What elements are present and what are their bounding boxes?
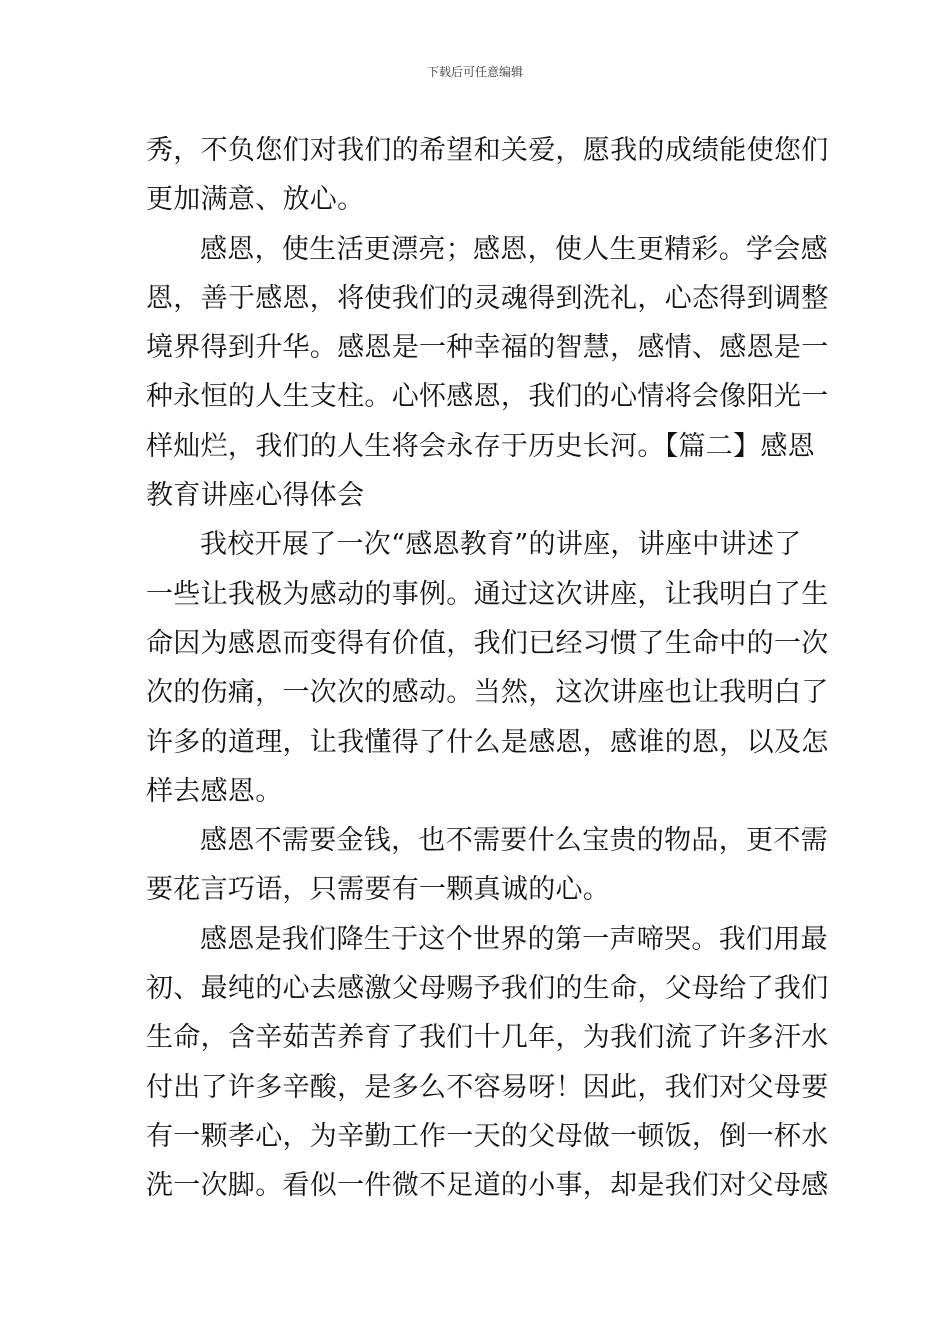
page-header: 下载后可任意编辑 bbox=[426, 65, 523, 79]
text-line: 命因为感恩而变得有价值，我们已经习惯了生命中的一次 bbox=[146, 627, 829, 659]
text-line: 教育讲座心得体会 bbox=[146, 480, 365, 512]
text-line: 更加满意、放心。 bbox=[146, 184, 365, 216]
document-body bbox=[146, 126, 829, 1211]
text-line: 一些让我极为感动的事例。通过这次讲座，让我明白了生 bbox=[146, 578, 829, 610]
text-line: 生命，含辛茹苦养育了我们十几年，为我们流了许多汗水 bbox=[146, 1022, 829, 1054]
text-line: 付出了许多辛酸，是多么不容易呀！因此，我们对父母要 bbox=[146, 1071, 829, 1103]
text-line: 样去感恩。 bbox=[146, 775, 283, 807]
text-line: 要花言巧语，只需要有一颗真诚的心。 bbox=[146, 874, 611, 906]
text-line: 种永恒的人生支柱。心怀感恩，我们的心情将会像阳光一 bbox=[146, 381, 829, 413]
text-line: 洗一次脚。看似一件微不足道的小事，却是我们对父母感 bbox=[146, 1170, 829, 1202]
text-line: 有一颗孝心，为辛勤工作一天的父母做一顿饭，倒一杯水 bbox=[146, 1120, 829, 1152]
paragraph-start-line: 感恩不需要金钱，也不需要什么宝贵的物品，更不需 bbox=[200, 825, 828, 857]
text-line: 秀，不负您们对我们的希望和关爱，愿我的成绩能使您们 bbox=[146, 135, 829, 166]
text-line: 境界得到升华。感恩是一种幸福的智慧，感情、感恩是一 bbox=[146, 332, 829, 364]
paragraph-start-line: 感恩是我们降生于这个世界的第一声啼哭。我们用最 bbox=[200, 923, 828, 955]
text-line: 恩，善于感恩，将使我们的灵魂得到洗礼，心态得到调整 bbox=[146, 282, 829, 314]
text-line: 样灿烂，我们的人生将会永存于历史长河。【篇二】感恩 bbox=[146, 430, 815, 462]
text-line: 初、最纯的心去感激父母赐予我们的生命，父母给了我们 bbox=[146, 973, 829, 1005]
text-line: 许多的道理，让我懂得了什么是感恩，感谁的恩，以及怎 bbox=[146, 726, 829, 758]
paragraph-start-line: 我校开展了一次“感恩教育”的讲座，讲座中讲述了 bbox=[200, 529, 802, 561]
paragraph-start-line: 感恩，使生活更漂亮；感恩，使人生更精彩。学会感 bbox=[200, 233, 828, 265]
text-line: 次的伤痛，一次次的感动。当然，这次讲座也让我明白了 bbox=[146, 677, 829, 709]
